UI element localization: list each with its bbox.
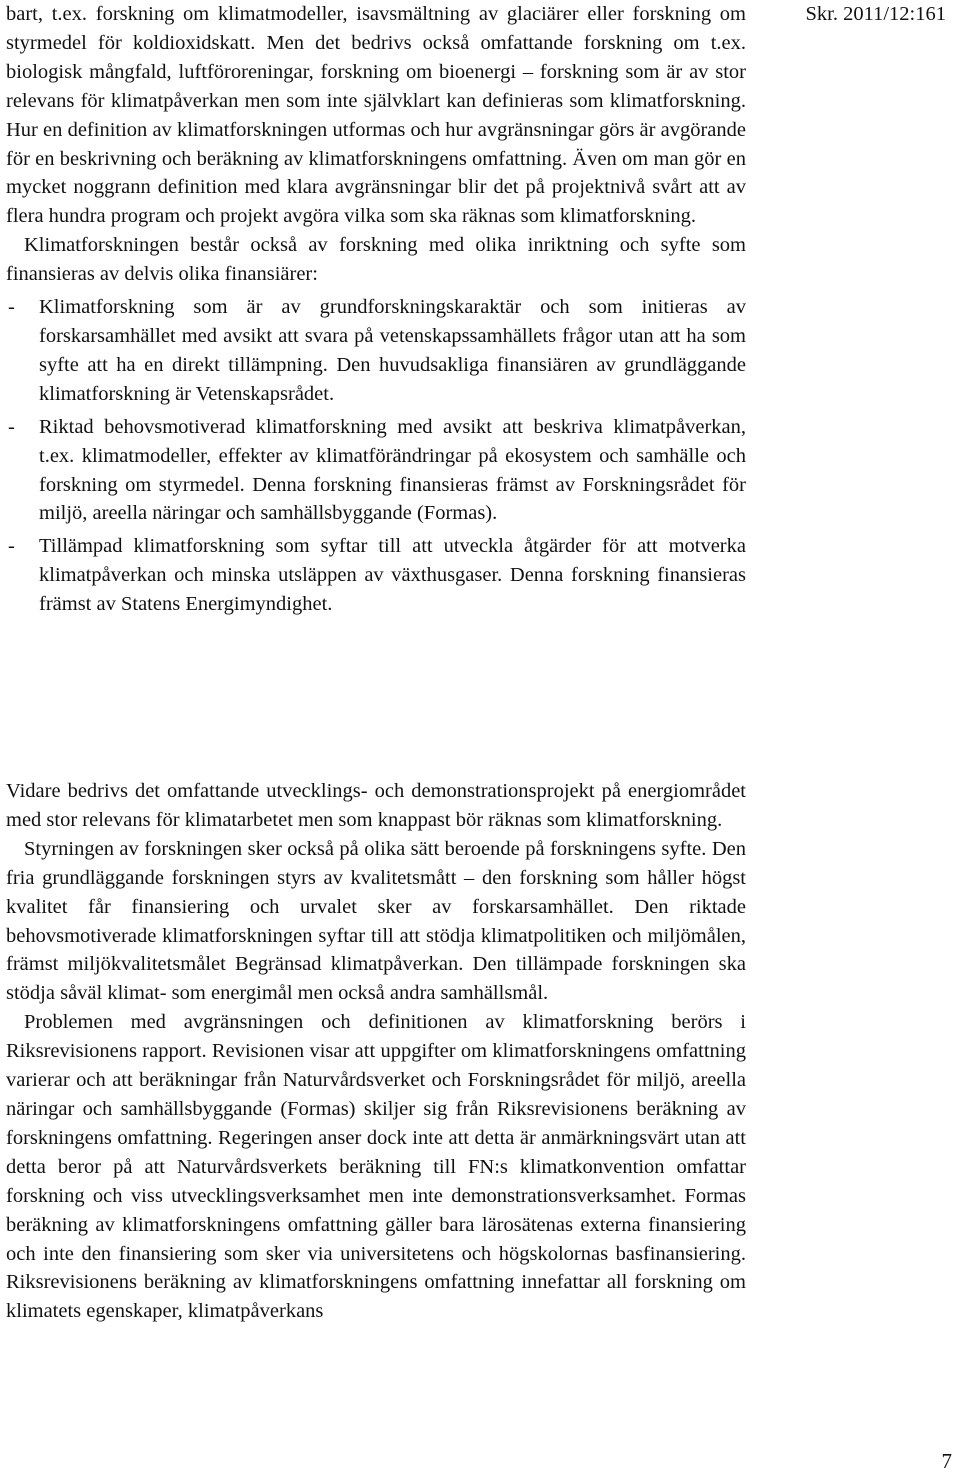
- funding-paragraph: Klimatforskningen består också av forskning med olika inriktning och syfte som finansieras av delvis olika finansiärer:: [6, 234, 746, 286]
- top-text-block: [6, 0, 746, 623]
- list-item: [6, 532, 746, 619]
- document-reference: Skr. 2011/12:161: [805, 3, 946, 25]
- list-item: [6, 413, 746, 529]
- problems-paragraph: Problemen med avgränsningen och definitionen av klimatforskning berörs i Riksrevisionens rapport. Revisionen visar att uppgifter om klimatforskningens omfattning varierar och att beräkningar från Naturvårdsverket och Forskningsrådet för miljö, areella näringar och samhällsbyggande (Formas) skiljer sig från Riksrevisionens beräkning av forskningens omfattning. Regeringen anser dock inte att detta är anmärkningsvärt utan att detta beror på att Naturvårdsverkets beräkning till FN:s klimatkonvention omfattar forskning och viss utvecklingsverksamhet men inte demonstrationsverksamhet. Formas beräkning av klimatforskningens omfattning gäller bara lärosätenas externa finansiering och inte den finansiering som sker via universitetens och högskolornas basfinansiering. Riksrevisionens beräkning av klimatforskningens omfattning innefattar all forskning om klimatets egenskaper, klimatpåverkans: [6, 1011, 746, 1323]
- list-item-text: Klimatforskning som är av grundforskningskaraktär och som initieras av forskarsamhället med avsikt att svara på vetenskapssamhällets frågor utan att ha som syfte att ha en direkt tillämpning. Den huvudsakliga finansiären av grundläggande klimatforskning är Vetenskapsrådet.: [39, 296, 746, 405]
- intro-paragraph: bart, t.ex. forskning om klimatmodeller, isavsmältning av glaciärer eller forskning om styrmedel för koldioxidskatt. Men det bedrivs också omfattande forskning om t.ex. biologisk mångfald, luftföroreningar, forskning om bioenergi – forskning som är av stor relevans för klimatpåverkan men som inte självklart kan definieras som klimatforskning. Hur en definition av klimatforskningen utformas och hur avgränsningar görs är avgörande för en beskrivning och beräkning av klimatforskningens omfattning. Även om man gör en mycket noggrann definition med klara avgränsningar blir det på projektnivå svårt att av flera hundra program och projekt avgöra vilka som ska räknas som klimatforskning.: [6, 3, 746, 228]
- list-item-text: Tillämpad klimatforskning som syftar till att utveckla åtgärder för att motverka klimatpåverkan och minska utsläppen av växthusgaser. Denna forskning finansieras främst av Statens Energimyndighet.: [39, 535, 746, 616]
- list-item-text: Riktad behovsmotiverad klimatforskning med avsikt att beskriva klimatpåverkan, t.ex. klimatmodeller, effekter av klimatförändringar på ekosystem och samhälle och forskning om styrmedel. Denna forskning finansieras främst av Forskningsrådet för miljö, areella näringar och samhällsbyggande (Formas).: [39, 415, 746, 525]
- development-paragraph: Vidare bedrivs det omfattande utvecklings- och demonstrationsprojekt på energiområdet med stor relevans för klimatarbetet men som knappast bör räknas som klimatforskning.: [6, 780, 746, 831]
- dash-bullet: -: [8, 296, 15, 319]
- bottom-text-block: [6, 777, 746, 1326]
- dash-bullet: -: [8, 415, 15, 438]
- list-item: [6, 293, 746, 409]
- funding-list: [6, 293, 746, 619]
- dash-bullet: -: [8, 535, 15, 558]
- page-number: 7: [941, 1449, 952, 1473]
- steering-paragraph: Styrningen av forskningen sker också på olika sätt beroende på forskningens syfte. Den fria grundläggande forskningen styrs av kvalitetsmått – den forskning som håller högst kvalitet får finansiering och urvalet sker av forskarsamhället. Den riktade behovsmotiverade klimatforskningen syftar till att stödja klimatpolitiken och miljömålen, främst miljökvalitetsmålet Begränsad klimatpåverkan. Den tillämpade forskningen ska stödja såväl klimat- som energimål men också andra samhällsmål.: [6, 837, 746, 1005]
